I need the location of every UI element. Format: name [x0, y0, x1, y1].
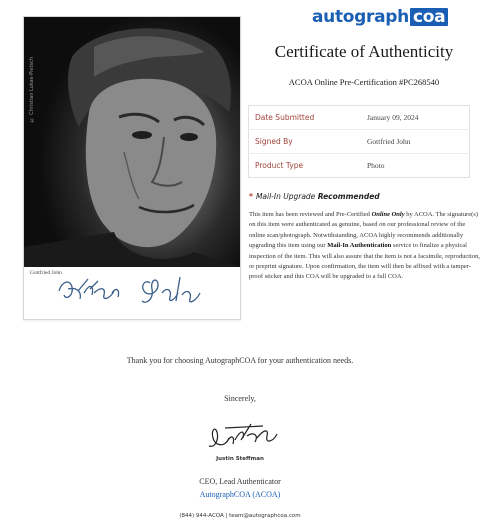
mail-in-heading: [249, 192, 380, 201]
ceo-signature: [205, 420, 280, 454]
signer-title: CEO, Lead Authenticator: [199, 477, 281, 486]
certificate-number: ACOA Online Pre-Certification #PC268540: [288, 77, 440, 87]
mail-in-text-2: by ACOA. The signature(s) on this item were authenticated as genuine, based on our professional review of the online scan/photograph. Notwithstanding, ACOA highly recommends additionally upgrading this item using our: [249, 211, 478, 250]
row-label: Signed By: [249, 130, 362, 154]
row-value: January 09, 2024: [361, 106, 470, 130]
certificate-info-table: [248, 105, 470, 178]
table-row: [249, 130, 470, 154]
autographed-photo: [23, 16, 241, 320]
mail-in-authentication-emphasis: Mail-In Authentication: [327, 242, 392, 250]
thank-you-message: Thank you for choosing AutographCOA for your authentication needs.: [126, 356, 354, 365]
photo-caption: Gottfried John: [30, 270, 62, 276]
online-only-emphasis: Online Only: [371, 211, 405, 218]
logo-text: autograph: [312, 7, 409, 27]
mail-in-description: [249, 210, 480, 283]
mail-in-heading-prefix: Mail-In Upgrade: [255, 192, 316, 201]
table-row: [249, 154, 470, 178]
certificate-title: Certificate of Authenticity: [274, 42, 454, 61]
autographcoa-logo: [312, 7, 448, 27]
logo-box-text: coa: [410, 8, 448, 26]
photo-credit: © Christian Lukas-Pietsch: [29, 57, 35, 123]
sincerely-text: Sincerely,: [224, 394, 256, 403]
signer-company-link[interactable]: AutographCOA (ACOA): [199, 490, 281, 499]
portrait-illustration: [24, 17, 240, 267]
row-value: Photo: [367, 161, 385, 170]
mail-in-heading-emphasis: Recommended: [317, 192, 380, 201]
row-label: Date Submitted: [249, 106, 362, 130]
signer-name: Justin Steffman: [216, 456, 264, 462]
row-label: Product Type: [255, 161, 304, 170]
contact-info: (844) 944-ACOA | team@autographcoa.com: [179, 513, 301, 519]
portrait-photo: [24, 17, 240, 267]
mail-in-text-3: service to finalize a physical inspection of the item. This will also assure that the item is not a facsimile, reproduction, or preprint signature. Upon confirmation, the item will then be affixed with a tamper-proof sticker and this COA will be upgraded to a full COA.: [249, 242, 480, 281]
table-row: [249, 106, 470, 130]
handwritten-signature: [54, 269, 204, 309]
row-value: Gottfried John: [361, 130, 470, 154]
asterisk-icon: *: [249, 192, 253, 201]
mail-in-text-1: This item has been reviewed and Pre-Certified: [249, 211, 370, 218]
